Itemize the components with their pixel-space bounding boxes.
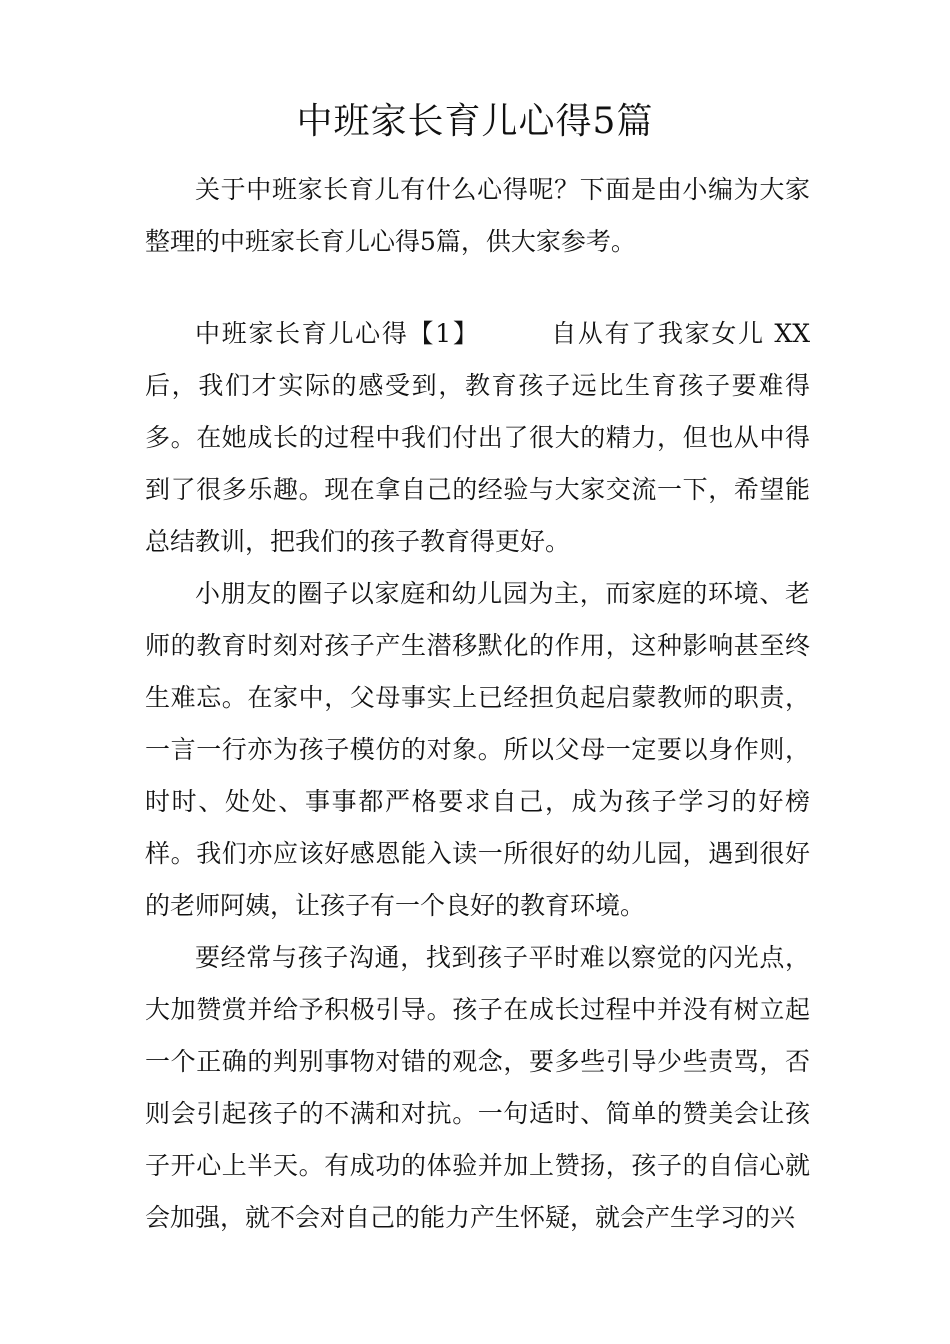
document-title: 中班家长育儿心得5篇 — [296, 101, 654, 142]
paragraph-2: 小朋友的圈子以家庭和幼儿园为主，而家庭的环境、老师的教育时刻对孩子产生潜移默化的作用，这种影响甚至终生难忘。在家中，父母事实上已经担负起启蒙教师的职责，一言一行亦为孩子模仿的对象。所以父母一定要以身作则，时时、处处、事事都严格要求自己，成为孩子学习的好榜样。我们亦应该好感恩能入读一所很好的幼儿园，遇到很好的老师阿姨，让孩子有一个良好的教育环境。 — [145, 579, 810, 920]
main-body — [145, 308, 810, 1244]
intro-block — [145, 164, 810, 268]
paragraph-1 — [145, 308, 810, 568]
paragraph-3: 要经常与孩子沟通，找到孩子平时难以察觉的闪光点，大加赞赏并给予积极引导。孩子在成长过程中并没有树立起一个正确的判别事物对错的观念，要多些引导少些责骂，否则会引起孩子的不满和对抗。一句适时、简单的赞美会让孩子开心上半天。有成功的体验并加上赞扬，孩子的自信心就会加强，就不会对自己的能力产生怀疑，就会产生学习的兴 — [145, 943, 810, 1232]
section-heading-1: 中班家长育儿心得【1】 — [195, 319, 480, 348]
intro-paragraph: 关于中班家长育儿有什么心得呢？下面是由小编为大家整理的中班家长育儿心得5篇，供大家参考。 — [145, 175, 810, 256]
paragraph-1-text: 自从有了我家女儿 XX 后，我们才实际的感受到，教育孩子远比生育孩子要难得多。在她成长的过程中我们付出了很大的精力，但也从中得到了很多乐趣。现在拿自己的经验与大家交流一下，希望能总结教训，把我们的孩子教育得更好。 — [145, 319, 810, 556]
